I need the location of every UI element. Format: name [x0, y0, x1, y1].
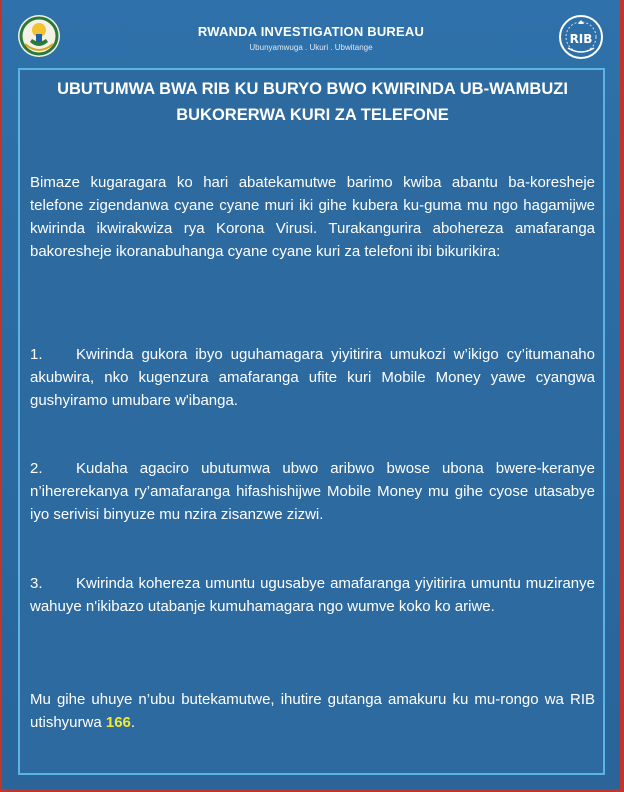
message-title: UBUTUMWA BWA RIB KU BURYO BWO KWIRINDA UB-WAMBUZI BUKORERWA KURI ZA TELEFONE: [57, 80, 568, 124]
header-bar: [2, 0, 620, 64]
hotline-number: 166: [105, 714, 131, 731]
intro-paragraph: Bimaze kugaragara ko hari abatekamutwe barimo kwiba abantu ba-koresheje telefone zigendanwa cyane cyane muri iki gihe kubera ku-guma mu ngo hagamijwe kwirinda ikwirakwiza rya Korona Virusi. Turakangurira abohereza amafaranga bakoresheje ikoranabuhanga cyane cyane kuri za telefoni ibi bikurikira:: [30, 174, 595, 260]
list-item-text: Kwirinda gukora ibyo uguhamagara yiyitirira umukozi w’ikigo cy’itumanaho akubwira, nko kugenzura amafaranga ufite kuri Mobile Money yawe cyangwa gushyiramo umubare w'ibanga.: [30, 346, 595, 409]
list-item-text: Kudaha agaciro ubutumwa ubwo aribwo bwose ubona bwere-keranye n’ihererekanya ry’amafaranga hifashishijwe Mobile Money mu gihe cyose utasabye iyo serivisi binyuze mu nzira zisanzwe zizwi.: [30, 460, 595, 523]
closing-end: .: [130, 714, 136, 731]
list-item: [30, 572, 595, 618]
rib-logo-text: RIB: [569, 32, 593, 46]
org-motto: Ubunyamwuga . Ukuri . Ubwitange: [249, 43, 373, 52]
closing-paragraph: [30, 688, 595, 734]
closing-text: Mu gihe uhuye n’ubu butekamutwe, ihutire gutanga amakuru ku mu-rongo wa RIB utishyurwa: [30, 691, 595, 731]
message-panel: [18, 68, 605, 775]
list-item-number: 3.: [30, 575, 43, 592]
list-item-text: Kwirinda kohereza umuntu ugusabye amafaranga yiyitirira umuntu muziranye wahuye n'ikibazo utabanje kumuhamagara ngo wumve koko ko ariwe.: [30, 575, 595, 615]
list-item: [30, 457, 595, 526]
list-item-number: 2.: [30, 460, 43, 477]
list-item-number: 1.: [30, 346, 43, 363]
list-item: [30, 343, 595, 412]
rib-logo-icon: [558, 14, 604, 60]
org-name: RWANDA INVESTIGATION BUREAU: [197, 24, 425, 39]
